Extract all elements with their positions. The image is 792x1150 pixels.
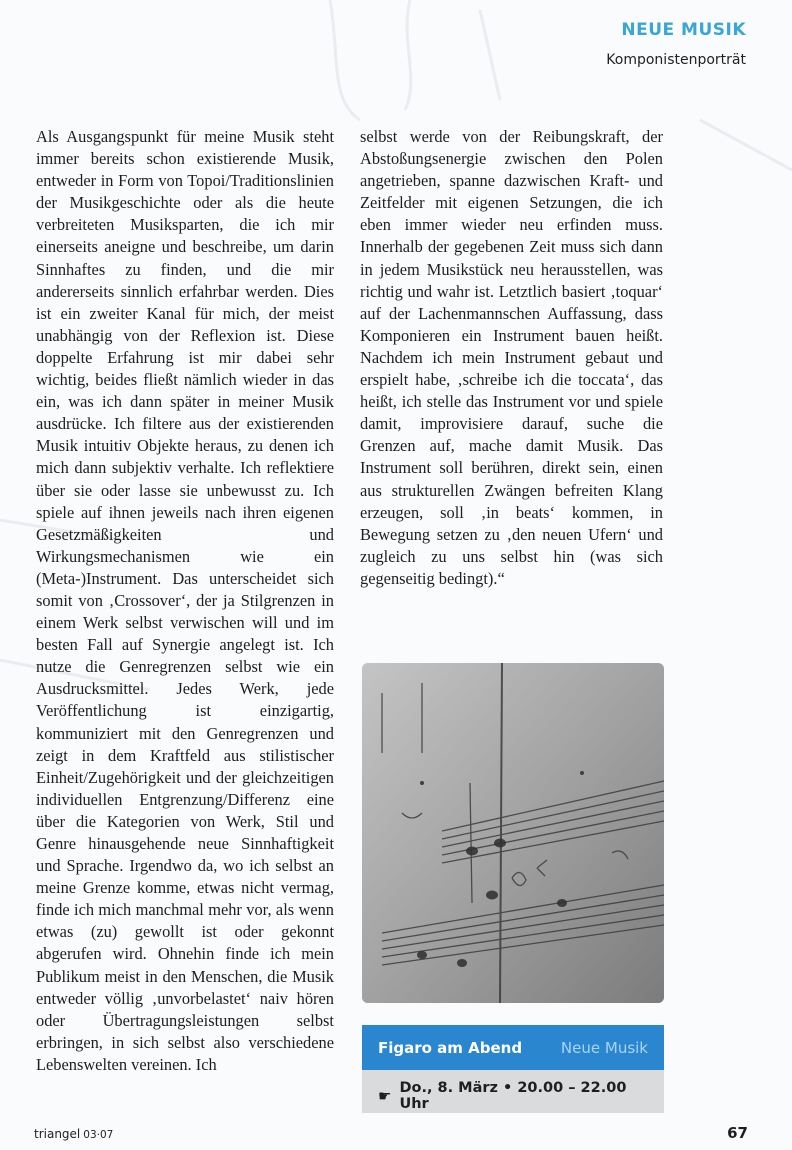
article-column-right — [360, 126, 663, 590]
event-title: Figaro am Abend — [378, 1038, 523, 1057]
event-date-time: Do., 8. März • 20.00 – 22.00 Uhr — [399, 1080, 627, 1112]
magazine-name: triangel — [34, 1127, 81, 1141]
footer-magazine — [34, 1127, 113, 1141]
sheet-music-photo — [362, 663, 664, 1003]
section-title: NEUE MUSIK — [621, 20, 746, 40]
sheet-music-illustration — [362, 663, 664, 1003]
event-box — [362, 1025, 664, 1113]
section-subtitle: Komponistenporträt — [606, 52, 746, 68]
article-column-left — [36, 126, 334, 1076]
page-header — [606, 20, 746, 68]
issue-number: 03·07 — [83, 1129, 114, 1141]
event-details — [362, 1070, 664, 1112]
page-number: 67 — [727, 1124, 748, 1142]
pointing-hand-icon: ☛ — [378, 1087, 392, 1105]
article-text-left: Als Ausgangspunkt für meine Musik steht immer bereits schon existierende Musik, entweder in Form von Topoi/Traditionslinien der Musikgeschichte oder als die heute verbreiteten Musiksparten, die ich mir einerseits aneigne und beschreibe, um darin Sinnhaftes zu finden, und die mir andererseits sinnlich erfahrbar werden. Dies ist ein zweiter Kanal für mich, der meist unabhängig von der Reflexion ist. Diese doppelte Erfahrung ist mir dabei sehr wichtig, beides fließt nämlich wieder in das ein, was ich dann später in meiner Musik ausdrücke. Ich filtere aus der existierenden Musik intuitiv Objekte heraus, zu denen ich mich dann subjektiv verhalte. Ich reflektiere über sie oder lasse sie unbewusst zu. Ich spiele auf ihnen jeweils nach ihren eigenen Gesetzmäßigkeiten und Wirkungsmechanismen wie ein (Meta-)Instrument. Das unterscheidet sich somit von ‚Crossover‘, der ja Stilgrenzen in einem Werk selbst verwischen will und im besten Fall auf Synergie angelegt ist. Ich nutze die Genregrenzen selbst wie ein Ausdrucksmittel. Jedes Werk, jede Veröffentlichung ist einzigartig, kommuniziert mit den Genregrenzen und zeigt in dem Kraftfeld aus stilistischer Einheit/Zugehörigkeit und der gleichzeitigen individuellen Entgrenzung/Differenz eine über die Kategorien von Werk, Stil und Genre hinausgehende neue Sinnhaftigkeit und Sprache. Irgendwo da, wo ich selbst an meine Grenze komme, etwas nicht vermag, finde ich mich manchmal mehr vor, als wenn etwas (zu) gewollt ist oder gekonnt abgerufen wird. Ohnehin finde ich mein Publikum meist in den Menschen, die Musik entweder völlig ‚unvorbelastet‘ naiv hören oder Übertragungsleistungen selbst erbringen, in sich selbst also verschiedene Lebenswelten vereinen. Ich — [36, 127, 334, 1074]
event-category: Neue Musik — [560, 1038, 648, 1057]
article-text-right: selbst werde von der Reibungskraft, der Abstoßungsenergie zwischen den Polen angetrieben, spanne dazwischen Kraft- und Zeitfelder mit eigenen Setzungen, die ich eben immer wieder neu erfinden muss. Innerhalb der gegebenen Zeit muss sich dann in jedem Musikstück neu herausstellen, was richtig und wahr ist. Letztlich basiert ‚toquar‘ auf der Lachenmannschen Auffassung, dass Komponieren ein Instrument bauen heißt. Nachdem ich mein Instrument gebaut und erspielt habe, ‚schreibe ich die toccata‘, das heißt, ich stelle das Instrument vor und spiele damit, improvisiere darauf, suche die Grenzen auf, mache damit Musik. Das Instrument soll berühren, direkt sein, einen aus strukturellen Zwängen befreiten Klang erzeugen, soll ‚in beats‘ kommen, in Bewegung setzen zu ‚den neuen Ufern‘ und zugleich zu uns selbst hin (was sich gegenseitig bedingt).“ — [360, 127, 663, 588]
event-header — [362, 1025, 664, 1070]
